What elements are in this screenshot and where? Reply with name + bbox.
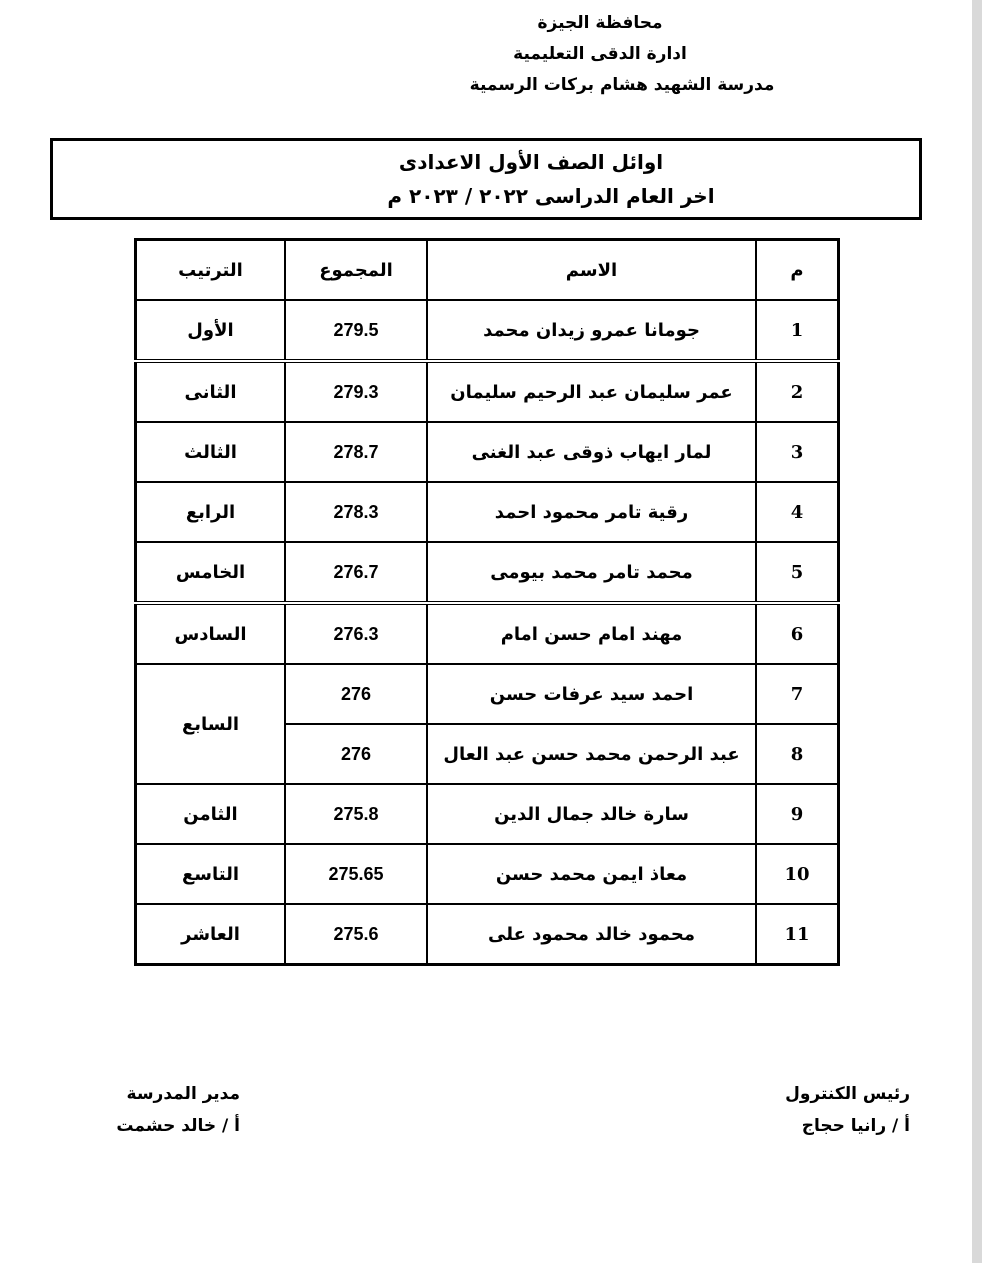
serial-cell: 8 <box>756 724 839 784</box>
serial-cell: 7 <box>756 664 839 724</box>
name-cell: عمر سليمان عبد الرحيم سليمان <box>427 361 756 422</box>
table-row <box>136 482 839 542</box>
total-cell: 279.5 <box>285 300 427 361</box>
rank-cell: العاشر <box>136 904 286 965</box>
total-cell: 279.3 <box>285 361 427 422</box>
rank-cell-shared: السابع <box>136 664 286 784</box>
name-cell: معاذ ايمن محمد حسن <box>427 844 756 904</box>
table-header-row <box>136 240 839 301</box>
school-label: مدرسة الشهيد هشام بركات الرسمية <box>469 75 775 95</box>
serial-cell: 6 <box>756 603 839 664</box>
top-students-table <box>134 238 840 966</box>
name-cell: محمود خالد محمود على <box>427 904 756 965</box>
total-cell: 275.65 <box>285 844 427 904</box>
rank-cell: الثانى <box>136 361 286 422</box>
rank-cell: الرابع <box>136 482 286 542</box>
table-row <box>136 784 839 844</box>
page-edge <box>972 0 982 1263</box>
principal-signature <box>100 1078 240 1142</box>
serial-cell: 9 <box>756 784 839 844</box>
name-cell: مهند امام حسن امام <box>427 603 756 664</box>
total-cell: 276.7 <box>285 542 427 603</box>
total-cell: 276 <box>285 724 427 784</box>
total-cell: 278.3 <box>285 482 427 542</box>
name-cell: سارة خالد جمال الدين <box>427 784 756 844</box>
header-total: المجموع <box>285 240 427 301</box>
name-cell: رقية تامر محمود احمد <box>427 482 756 542</box>
table-row <box>136 904 839 965</box>
principal-name: أ / خالد حشمت <box>116 1116 240 1136</box>
table-row <box>136 603 839 664</box>
header-name: الاسم <box>427 240 756 301</box>
table-row <box>136 422 839 482</box>
name-cell: عبد الرحمن محمد حسن عبد العال <box>427 724 756 784</box>
document-header <box>390 8 810 101</box>
name-cell: لمار ايهاب ذوقى عبد الغنى <box>427 422 756 482</box>
serial-cell: 5 <box>756 542 839 603</box>
table-row <box>136 542 839 603</box>
control-head-name: أ / رانيا حجاج <box>801 1116 910 1136</box>
table-row <box>136 844 839 904</box>
principal-title: مدير المدرسة <box>126 1084 240 1104</box>
rank-cell: الثالث <box>136 422 286 482</box>
administration-label: ادارة الدقى التعليمية <box>513 44 687 64</box>
name-cell: جومانا عمرو زيدان محمد <box>427 300 756 361</box>
rank-cell: الخامس <box>136 542 286 603</box>
rank-cell: الأول <box>136 300 286 361</box>
total-cell: 276 <box>285 664 427 724</box>
document-subtitle: اخر العام الدراسى ٢٠٢٢ / ٢٠٢٣ م <box>387 184 715 208</box>
rank-cell: الثامن <box>136 784 286 844</box>
name-cell: محمد تامر محمد بيومى <box>427 542 756 603</box>
rank-cell: السادس <box>136 603 286 664</box>
name-cell: احمد سيد عرفات حسن <box>427 664 756 724</box>
governorate-label: محافظة الجيزة <box>537 13 663 33</box>
document-title-box <box>50 138 922 220</box>
header-rank: الترتيب <box>136 240 286 301</box>
serial-cell: 4 <box>756 482 839 542</box>
header-serial: م <box>756 240 839 301</box>
control-head-title: رئيس الكنترول <box>785 1084 910 1104</box>
total-cell: 276.3 <box>285 603 427 664</box>
table-row <box>136 361 839 422</box>
document-title: اوائل الصف الأول الاعدادى <box>398 150 664 174</box>
total-cell: 275.6 <box>285 904 427 965</box>
serial-cell: 1 <box>756 300 839 361</box>
total-cell: 278.7 <box>285 422 427 482</box>
serial-cell: 3 <box>756 422 839 482</box>
control-head-signature <box>760 1078 910 1142</box>
total-cell: 275.8 <box>285 784 427 844</box>
serial-cell: 11 <box>756 904 839 965</box>
rank-cell: التاسع <box>136 844 286 904</box>
table-row <box>136 664 839 724</box>
serial-cell: 2 <box>756 361 839 422</box>
table-row <box>136 300 839 361</box>
serial-cell: 10 <box>756 844 839 904</box>
